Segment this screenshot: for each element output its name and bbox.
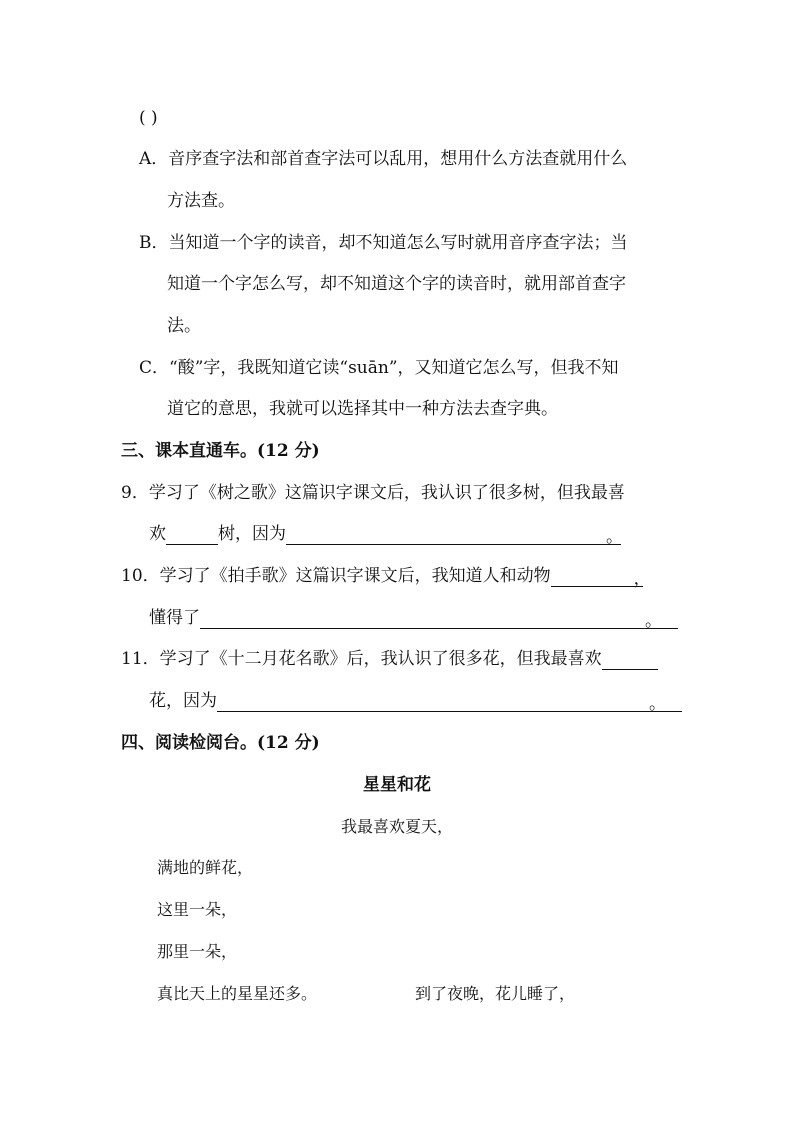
poem-line-2: 满地的鲜花， [157, 858, 254, 877]
question-10-period: 。 [645, 611, 662, 631]
option-c-line-1: C．“酸”字，我既知道它读“suān”，又知道它怎么写，但我不知 [139, 358, 619, 378]
question-10-line-1 [121, 565, 651, 589]
poem-line-3: 这里一朵， [157, 900, 238, 919]
question-11-period: 。 [649, 694, 666, 714]
question-11-text-a: 11．学习了《十二月花名歌》后，我认识了很多花，但我最喜欢 [121, 649, 602, 669]
poem-line-4: 那里一朵， [157, 942, 238, 961]
poem-line-6: 到了夜晚，花儿睡了， [415, 984, 576, 1003]
option-b-line-3: 法。 [167, 316, 201, 336]
question-9-line-1: 9．学习了《树之歌》这篇识字课文后，我认识了很多树，但我最喜 [121, 483, 625, 503]
section-3-heading: 三、课本直通车。(12 分) [121, 441, 320, 461]
question-9-line-2 [149, 523, 621, 545]
option-a-line-2: 方法查。 [167, 191, 235, 211]
question-9-blank-reason[interactable] [286, 526, 621, 545]
question-11-line-2 [149, 690, 682, 712]
question-11-line-1 [121, 648, 658, 670]
question-10-line-2 [149, 607, 678, 629]
poem-line-5: 真比天上的星星还多。 [157, 984, 318, 1003]
option-b-line-1: B．当知道一个字的读音，却不知道怎么写时就用音序查字法；当 [139, 233, 628, 253]
question-9-period: 。 [606, 527, 623, 547]
question-9-text-b: 树，因为 [218, 524, 286, 544]
option-a-line-1: A．音序查字法和部首查字法可以乱用，想用什么方法查就用什么 [139, 149, 628, 169]
question-9-text-a: 欢 [149, 524, 166, 544]
question-10-comma: ， [633, 569, 651, 589]
poem-line-1: 我最喜欢夏天， [340, 817, 453, 836]
question-11-blank-flower[interactable] [602, 651, 658, 670]
option-b-line-2: 知道一个字怎么写，却不知道这个字的读音时，就用部首查字 [167, 274, 626, 294]
poem-title: 星星和花 [363, 775, 431, 795]
question-11-blank-reason[interactable] [217, 693, 682, 712]
question-11-text-b: 花，因为 [149, 691, 217, 711]
section-4-heading: 四、阅读检阅台。(12 分) [121, 733, 320, 753]
question-9-blank-tree[interactable] [166, 526, 218, 545]
answer-parentheses: ( ) [139, 108, 158, 128]
question-10-blank-1[interactable] [551, 568, 651, 589]
question-10-blank-2[interactable] [200, 610, 678, 629]
question-10-text-a: 10．学习了《拍手歌》这篇识字课文后，我知道人和动物 [121, 566, 551, 586]
question-10-text-b: 懂得了 [149, 608, 200, 628]
option-c-line-2: 道它的意思，我就可以选择其中一种方法去查字典。 [167, 399, 558, 419]
